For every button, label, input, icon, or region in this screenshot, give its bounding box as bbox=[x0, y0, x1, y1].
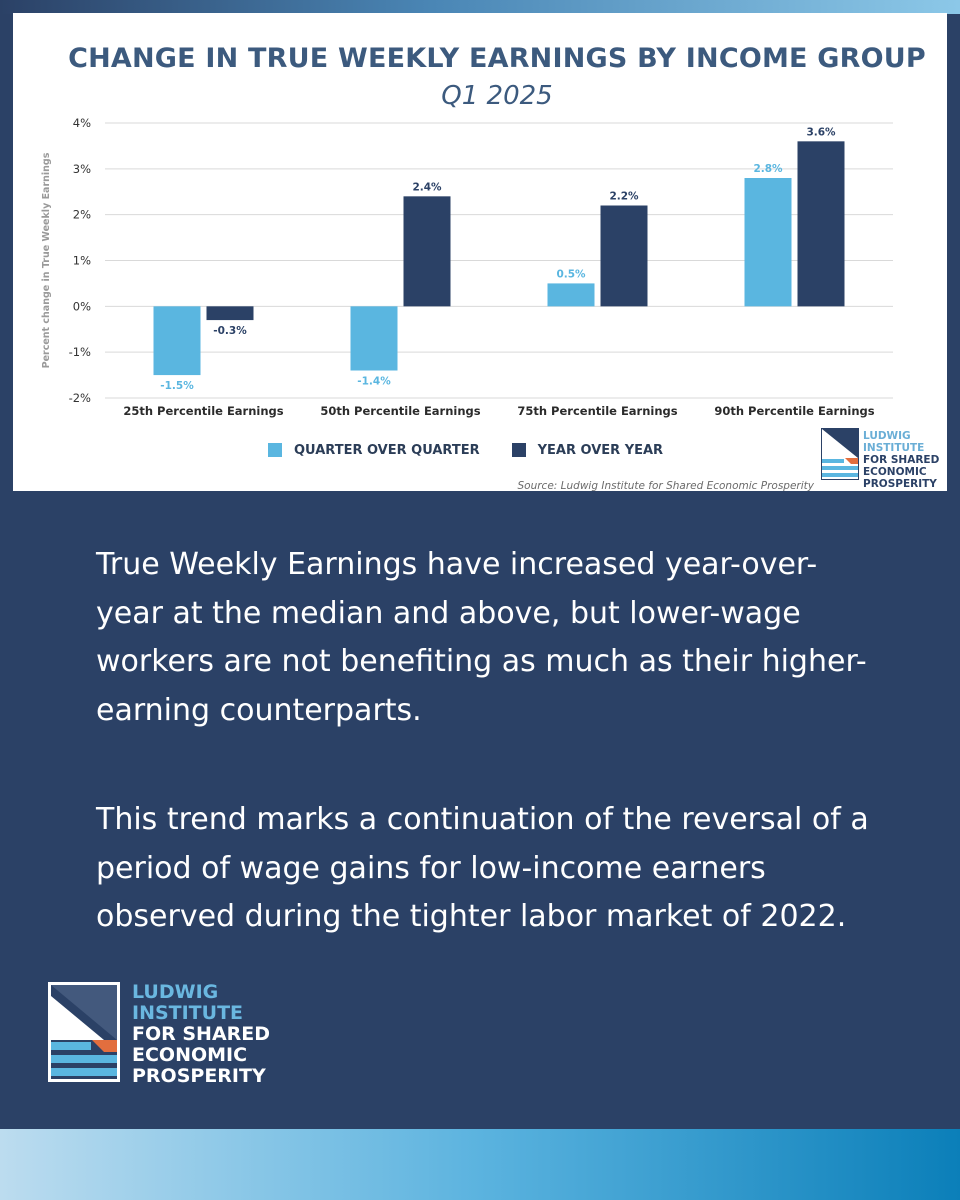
bar bbox=[601, 206, 648, 307]
logo-line-economic: ECONOMIC bbox=[863, 466, 927, 478]
body-paragraph-1: True Weekly Earnings have increased year-over-year at the median and above, but lower-wage workers are not benefiting as much as their higher-earning counterparts. bbox=[96, 547, 867, 728]
ludwig-logo-large-icon bbox=[48, 982, 120, 1082]
data-label: 0.5% bbox=[556, 268, 586, 281]
footer-logo-text bbox=[132, 982, 270, 1087]
logo-line-prosperity: PROSPERITY bbox=[863, 478, 937, 490]
chart-source: Source: Ludwig Institute for Shared Economic Prosperity bbox=[517, 480, 814, 492]
x-category-label: 25th Percentile Earnings bbox=[123, 404, 284, 418]
chart-logo-text bbox=[863, 430, 939, 490]
data-label: -1.5% bbox=[160, 380, 194, 393]
y-tick-label: 2% bbox=[72, 207, 91, 222]
bottom-accent-strip bbox=[0, 1129, 960, 1200]
data-label: 2.8% bbox=[753, 163, 783, 175]
bar bbox=[798, 141, 845, 306]
logo-line-ludwig: LUDWIG bbox=[863, 430, 911, 442]
legend-swatch-yoy bbox=[512, 443, 526, 457]
legend-item-yoy bbox=[512, 443, 663, 458]
data-label: 2.4% bbox=[412, 181, 442, 194]
bar-chart bbox=[13, 13, 947, 433]
y-tick-label: 4% bbox=[72, 116, 91, 130]
legend-swatch-qoq bbox=[268, 443, 282, 457]
chart-legend bbox=[268, 439, 695, 461]
y-tick-label: 0% bbox=[72, 299, 91, 314]
x-category-label: 90th Percentile Earnings bbox=[714, 404, 875, 418]
chart-logo bbox=[821, 428, 951, 496]
legend-label-qoq: QUARTER OVER QUARTER bbox=[294, 442, 480, 458]
y-tick-label: -1% bbox=[68, 345, 91, 360]
legend-label-yoy: YEAR OVER YEAR bbox=[537, 442, 664, 458]
bar bbox=[154, 306, 201, 375]
x-category-label: 50th Percentile Earnings bbox=[320, 404, 481, 418]
footer-logo-line-institute: INSTITUTE bbox=[132, 1002, 244, 1024]
bar bbox=[745, 178, 792, 306]
footer-logo-line-prosperity: PROSPERITY bbox=[132, 1065, 266, 1087]
y-tick-label: 3% bbox=[72, 161, 91, 176]
bar bbox=[351, 306, 398, 370]
footer-logo bbox=[48, 981, 308, 1087]
bar bbox=[548, 283, 595, 306]
top-accent-strip bbox=[0, 0, 960, 14]
logo-line-for-shared: FOR SHARED bbox=[863, 454, 940, 466]
y-tick-label: -2% bbox=[68, 391, 91, 405]
chart-card bbox=[13, 13, 947, 491]
bar bbox=[404, 196, 451, 306]
x-category-label: 75th Percentile Earnings bbox=[517, 404, 678, 418]
y-tick-label: 1% bbox=[72, 253, 91, 268]
ludwig-logo-icon bbox=[821, 428, 859, 480]
bar bbox=[207, 306, 254, 320]
footer-logo-line-ludwig: LUDWIG bbox=[132, 981, 219, 1003]
body-paragraph-2: This trend marks a continuation of the reversal of a period of wage gains for low-income earners observed during the tighter labor market of 2022. bbox=[96, 802, 869, 934]
data-label: 2.2% bbox=[609, 190, 639, 203]
data-label: 3.6% bbox=[806, 126, 836, 139]
footer-logo-line-economic: ECONOMIC bbox=[132, 1044, 248, 1066]
chart-subtitle: Q1 2025 bbox=[441, 81, 553, 111]
legend-item-qoq bbox=[268, 443, 480, 458]
footer-logo-line-for-shared: FOR SHARED bbox=[132, 1023, 271, 1045]
logo-line-institute: INSTITUTE bbox=[863, 442, 925, 454]
y-axis-title: Percent change in True Weekly Earnings bbox=[41, 152, 52, 369]
data-label: -0.3% bbox=[213, 325, 247, 338]
chart-title: CHANGE IN TRUE WEEKLY EARNINGS BY INCOME GROUP bbox=[68, 43, 926, 74]
data-label: -1.4% bbox=[357, 375, 391, 388]
